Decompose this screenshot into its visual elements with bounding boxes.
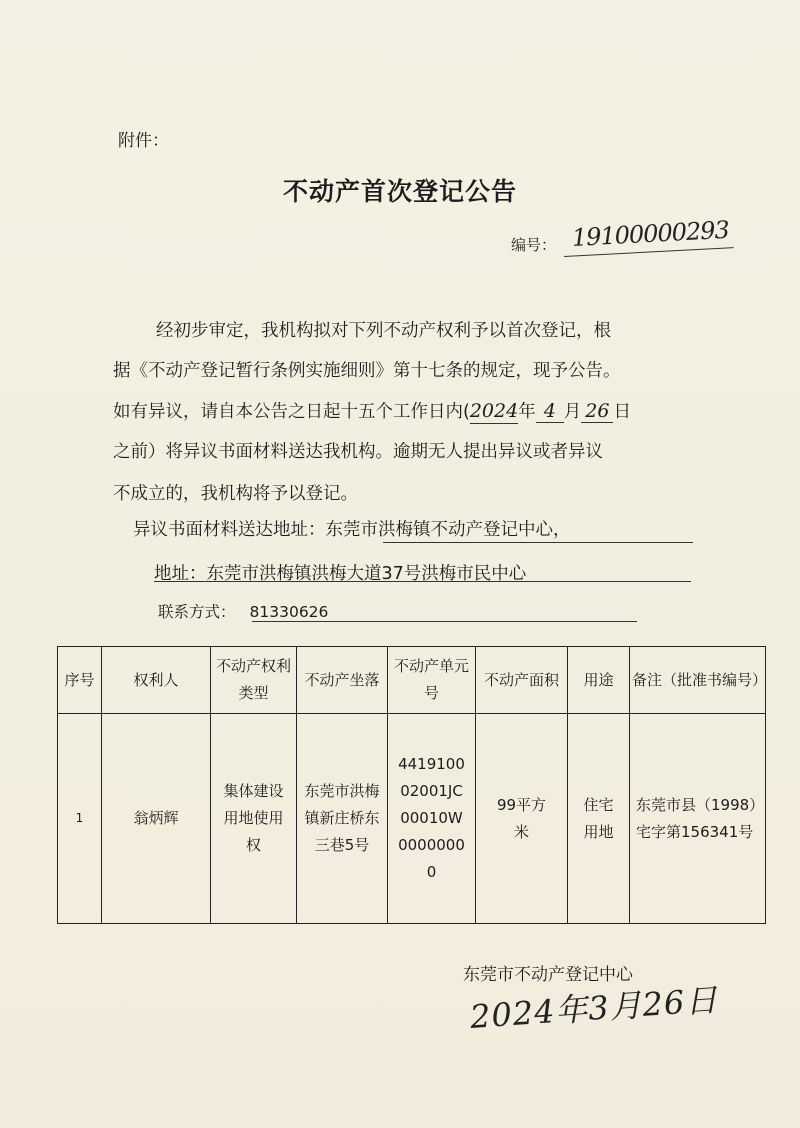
contact-underline bbox=[252, 621, 637, 622]
body-line-4: 之前）将异议书面材料送达我机构。逾期无人提出异议或者异议 bbox=[113, 442, 603, 462]
cell-area: 99平方米 bbox=[476, 714, 568, 924]
cell-holder: 翁炳辉 bbox=[102, 714, 211, 924]
deadline-year-unit: 年 bbox=[518, 402, 536, 422]
deadline-month-unit: 月 bbox=[563, 402, 582, 422]
deadline-day-unit: 日 bbox=[613, 402, 631, 422]
table-header-row bbox=[58, 647, 766, 714]
header-unit-no: 不动产单元号 bbox=[388, 647, 476, 714]
office-underline bbox=[383, 542, 693, 543]
deadline-day: 26 bbox=[581, 400, 613, 423]
objection-address-line bbox=[133, 516, 571, 541]
header-location: 不动产坐落 bbox=[297, 647, 388, 714]
body-line-3 bbox=[113, 398, 631, 423]
deadline-intro: 如有异议，请自本公告之日起十五个工作日内( bbox=[113, 402, 470, 422]
table-row bbox=[58, 714, 766, 924]
attachment-label: 附件： bbox=[118, 131, 169, 151]
cell-location: 东莞市洪梅镇新庄桥东三巷5号 bbox=[297, 714, 388, 924]
objection-street-address: 地址：东莞市洪梅镇洪梅大道37号洪梅市民中心 bbox=[154, 564, 527, 584]
cell-remark: 东莞市县（1998）宅字第156341号 bbox=[630, 714, 766, 924]
contact-phone: 81330626 bbox=[249, 603, 329, 621]
cell-unit-no: 441910002001JC00010W00000000 bbox=[388, 714, 476, 924]
deadline-month: 4 bbox=[536, 400, 564, 423]
body-line-5: 不成立的，我机构将予以登记。 bbox=[113, 484, 358, 504]
serial-number: 19100000293 bbox=[571, 215, 730, 252]
address-underline bbox=[154, 581, 691, 582]
header-no: 序号 bbox=[58, 647, 102, 714]
header-usage: 用途 bbox=[568, 647, 630, 714]
header-remark: 备注（批准书编号） bbox=[630, 647, 766, 714]
body-line-1: 经初步审定，我机构拟对下列不动产权利予以首次登记，根 bbox=[156, 321, 611, 341]
page-title: 不动产首次登记公告 bbox=[282, 177, 517, 206]
contact-label: 联系方式： bbox=[158, 603, 236, 621]
body-line-2: 据《不动产登记暂行条例实施细则》第十七条的规定，现予公告。 bbox=[113, 361, 621, 381]
contact-line bbox=[158, 600, 328, 622]
objection-office: 东莞市洪梅镇不动产登记中心， bbox=[325, 520, 571, 540]
header-right-type: 不动产权利类型 bbox=[211, 647, 297, 714]
deadline-year: 2024 bbox=[469, 400, 519, 422]
objection-label: 异议书面材料送达地址： bbox=[133, 520, 326, 540]
signature-org: 东莞市不动产登记中心 bbox=[463, 965, 633, 985]
serial-label: 编号： bbox=[511, 236, 557, 254]
cell-usage: 住宅用地 bbox=[568, 714, 630, 924]
signature-date: 2024年3月26日 bbox=[468, 980, 720, 1036]
cell-right-type: 集体建设用地使用权 bbox=[211, 714, 297, 924]
cell-no: 1 bbox=[58, 714, 102, 924]
registration-table bbox=[57, 646, 766, 924]
header-area: 不动产面积 bbox=[476, 647, 568, 714]
header-holder: 权利人 bbox=[102, 647, 211, 714]
